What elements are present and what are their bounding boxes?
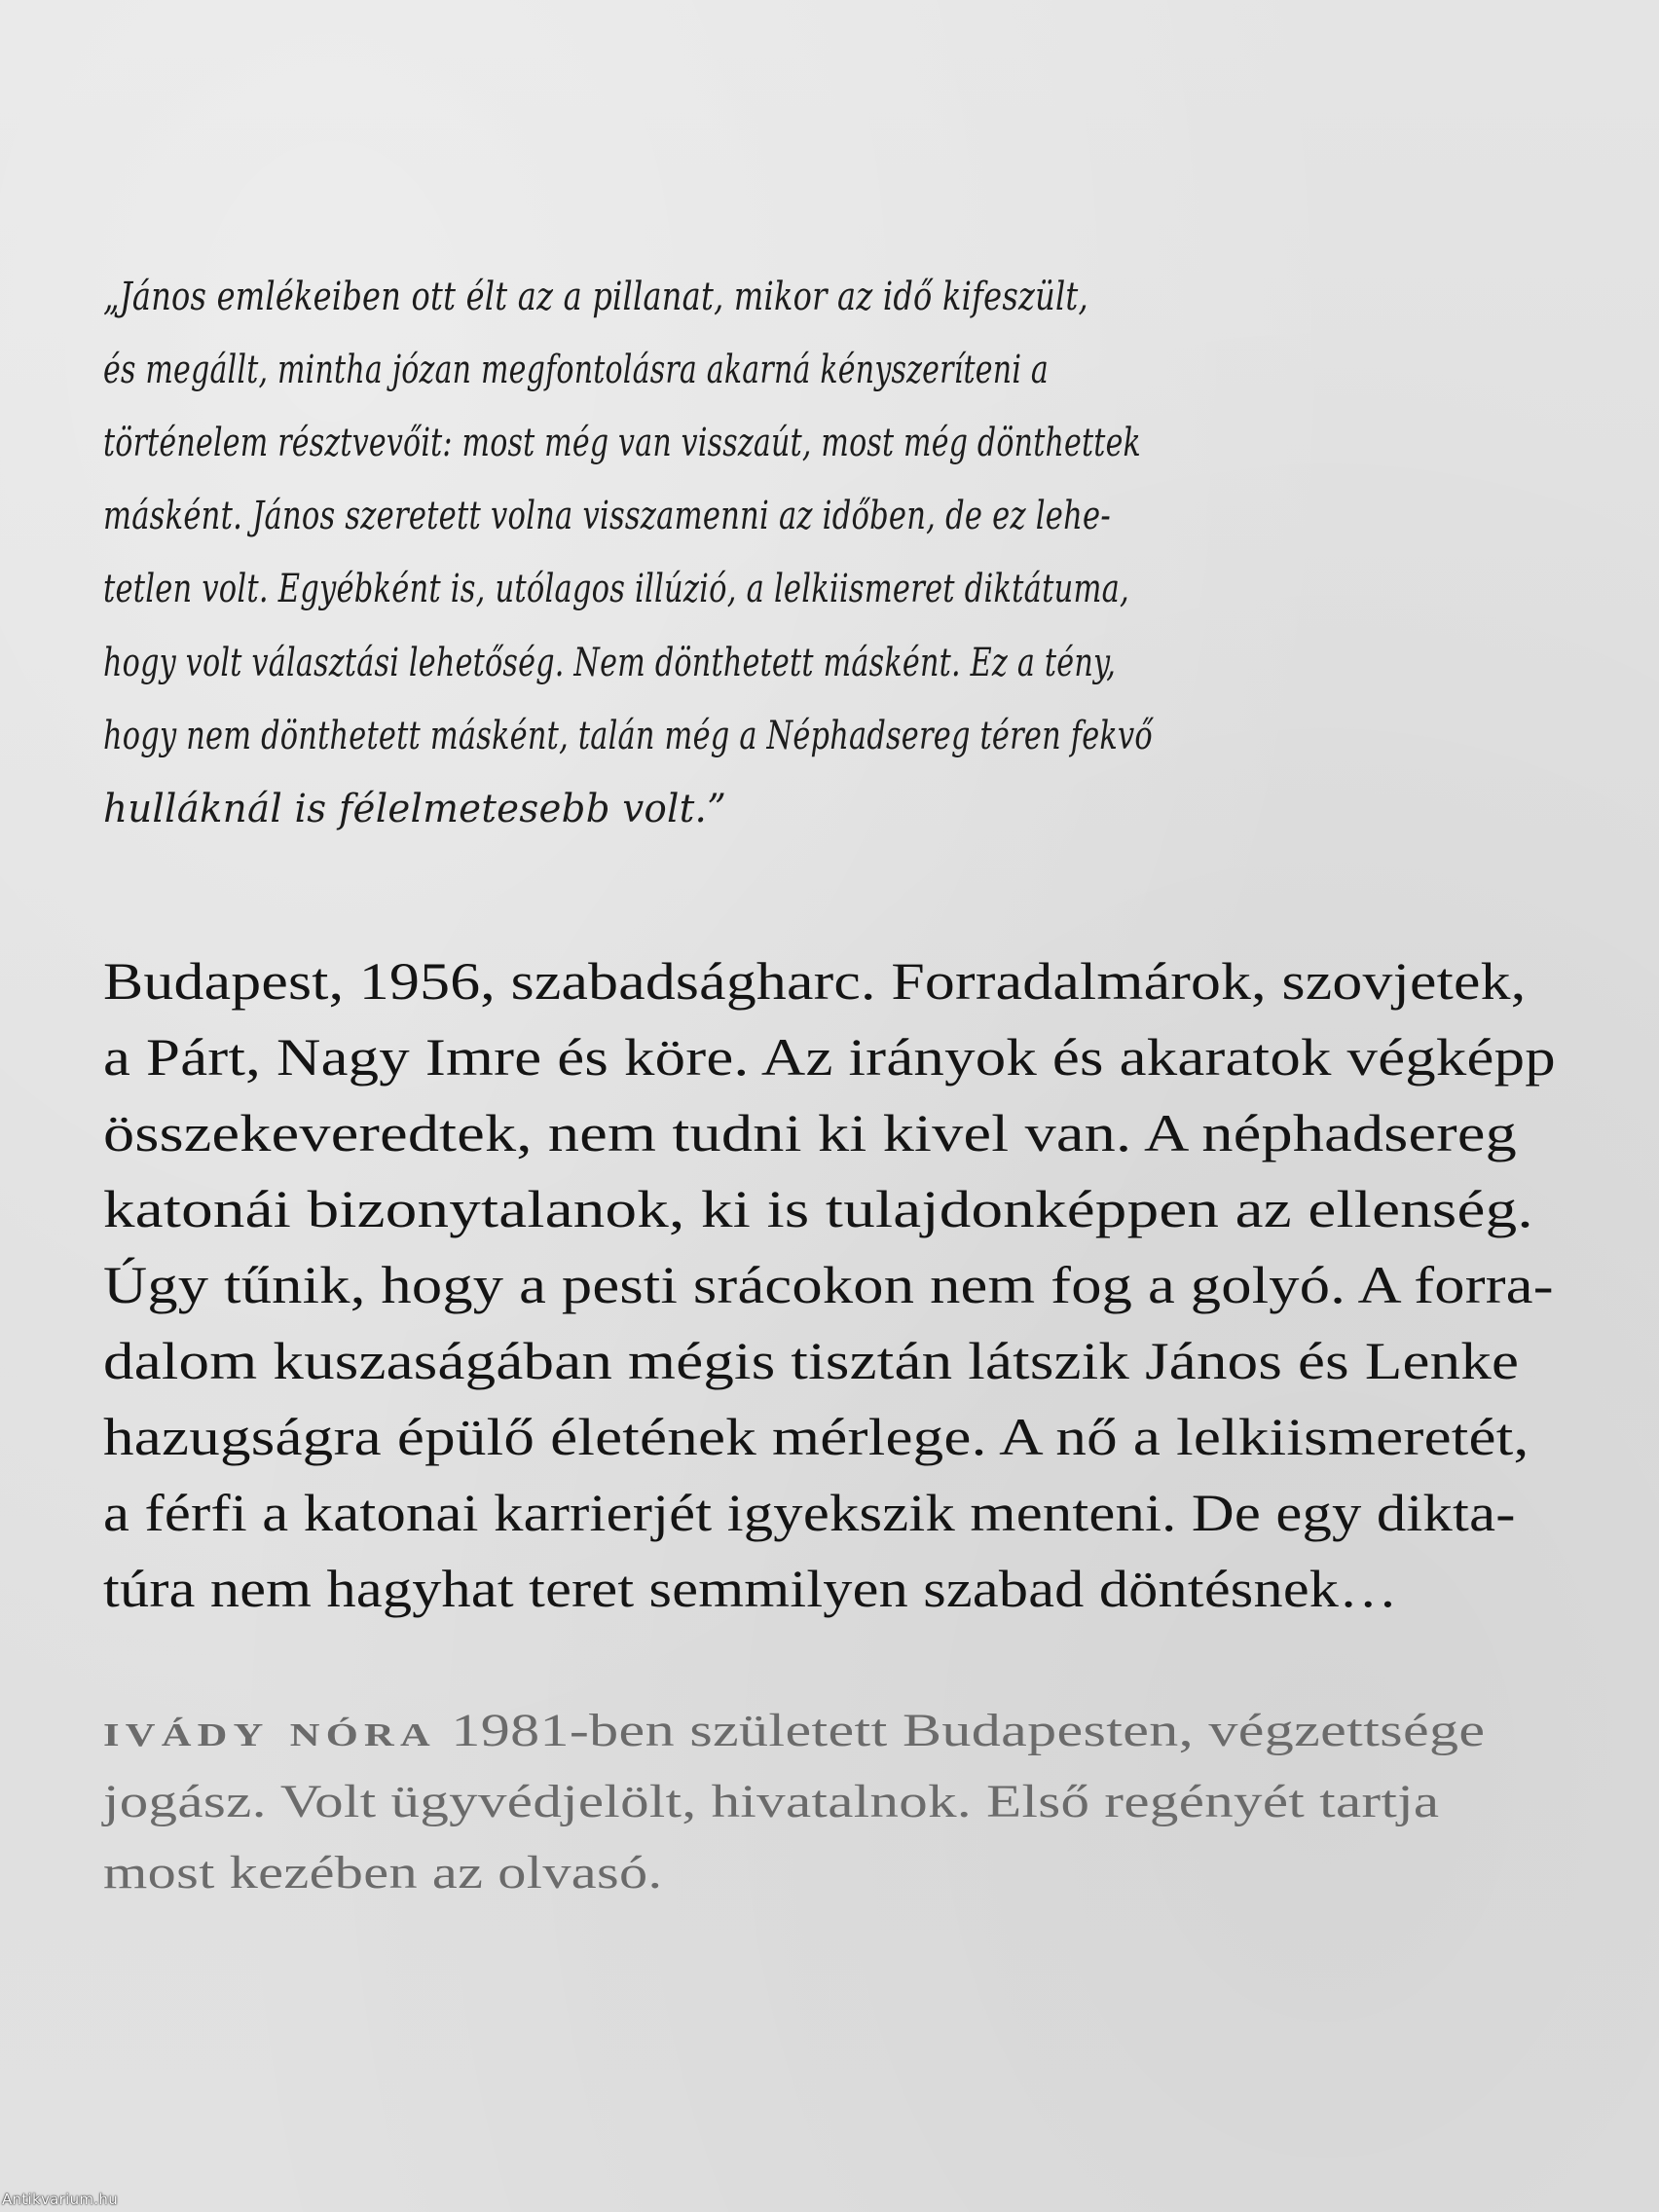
quote-line: és megállt, mintha józan megfontolásra akarná kényszeríteni a xyxy=(103,348,1050,392)
synopsis-line: dalom kuszaságában mégis tisztán látszik János és Lenke xyxy=(103,1332,1520,1390)
synopsis-line: összekeveredtek, nem tudni ki kivel van. A néphadsereg xyxy=(103,1104,1517,1162)
bio-line: jogász. Volt ügyvédjelölt, hivatalnok. Első regényét tartja xyxy=(103,1776,1440,1827)
synopsis-line: hazugságra épülő életének mérlege. A nő a lelkiismeretét, xyxy=(103,1408,1530,1466)
quote-line: hogy nem dönthetett másként, talán még a Néphadsereg téren fekvő xyxy=(103,714,1153,758)
bio-line: most kezében az olvasó. xyxy=(103,1847,663,1899)
author-name: ivády nóra xyxy=(103,1705,436,1756)
synopsis-line: a férfi a katonai karrierjét igyekszik menteni. De egy dikta- xyxy=(103,1484,1516,1542)
quote-line: másként. János szeretett volna visszamenni az időben, de ez lehe- xyxy=(103,494,1111,538)
quote-line: tetlen volt. Egyébként is, utólagos illúzió, a lelkiismeret diktátuma, xyxy=(103,567,1129,611)
quote-line: „János emlékeiben ott élt az a pillanat, mikor az idő kifeszült, xyxy=(103,275,1088,319)
watermark-text: Antikvarium.hu xyxy=(2,2191,119,2208)
synopsis-line: Úgy tűnik, hogy a pesti srácokon nem fog a golyó. A forra- xyxy=(103,1256,1554,1314)
quote-line: hogy volt választási lehetőség. Nem dönthetett másként. Ez a tény, xyxy=(103,641,1117,685)
synopsis-line: katonái bizonytalanok, ki is tulajdonképpen az ellenség. xyxy=(103,1180,1533,1238)
quote-line: történelem résztvevőit: most még van visszaút, most még dönthettek xyxy=(103,421,1141,465)
bio-first-line-text: 1981-ben született Budapesten, végzettsége xyxy=(435,1705,1486,1756)
quote-line: hulláknál is félelmetesebb volt.” xyxy=(103,787,727,831)
bio-line xyxy=(103,1704,1485,1757)
synopsis-line: Budapest, 1956, szabadságharc. Forradalmárok, szovjetek, xyxy=(103,952,1527,1011)
synopsis-line: túra nem hagyhat teret semmilyen szabad döntésnek… xyxy=(103,1560,1398,1618)
synopsis-line: a Párt, Nagy Imre és köre. Az irányok és akaratok végképp xyxy=(103,1028,1556,1087)
